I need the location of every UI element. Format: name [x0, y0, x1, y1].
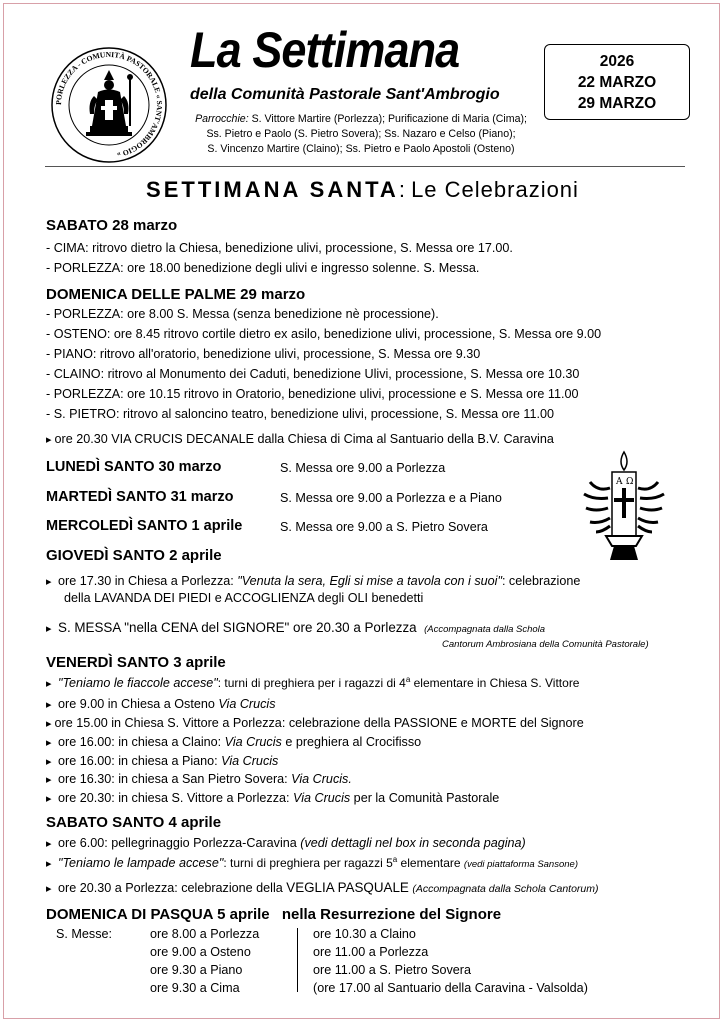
parishes-line-2: Ss. Pietro e Paolo (S. Pietro Sovera); Ss. Nazaro e Celso (Piano); [206, 128, 516, 140]
day-heading-sabato-date: 28 marzo [112, 217, 178, 234]
venerdi-line-1 [46, 675, 579, 690]
venerdi-line-7-c: per la Comunità Pastorale [350, 791, 500, 805]
paschal-candle-icon [578, 450, 670, 562]
pasqua-right-3: ore 11.00 a S. Pietro Sovera [313, 963, 471, 977]
weekday-lunedi: LUNEDÌ SANTO 30 marzo [46, 459, 222, 475]
giovedi-line-3-note-b: Cantorum Ambrosiana della Comunità Pastorale) [442, 639, 649, 650]
sabato-santo-line-2-note: (vedi piattaforma Sansone) [463, 859, 578, 871]
sabato-santo-line-2-rest: : turni di preghiera per ragazzi 5 [223, 856, 393, 871]
venerdi-line-6-a: ore 16.30: in chiesa a San Pietro Sovera: [58, 772, 292, 786]
issue-year: 2026 [599, 53, 635, 70]
svg-text:A: A [616, 477, 623, 487]
venerdi-line-2-a: ore 9.00 in Chiesa a Osteno [58, 697, 219, 711]
giovedi-line-1-b: : celebrazione [501, 574, 581, 588]
venerdi-line-4-c: e preghiera al Crocifisso [281, 735, 422, 749]
sabato-santo-line-1-b: (vedi dettagli nel box in seconda pagina) [300, 836, 526, 850]
day-heading-pasqua [46, 906, 501, 923]
day-heading-palme-title: DOMENICA DELLE PALME [46, 286, 236, 303]
pasqua-right-2: ore 11.00 a Porlezza [313, 945, 429, 959]
venerdi-line-7-a: ore 20.30: in chiesa S. Vittore a Porlezza: [58, 791, 294, 805]
palme-line-2: - OSTENO: ore 8.45 ritrovo cortile dietro ex asilo, benedizione ulivi, processione, S. Messa ore 9.00 [46, 327, 602, 341]
weekday-martedi: MARTEDÌ SANTO 31 marzo [46, 489, 234, 505]
sabato-santo-line-1 [46, 836, 526, 850]
sabato-santo-line-3-note: (Accompagnata dalla Schola Cantorum) [412, 883, 599, 895]
venerdi-line-1-rest: : turni di preghiera per i ragazzi di 4 [217, 676, 406, 691]
day-heading-giovedi: GIOVEDÌ SANTO 2 aprile [46, 547, 222, 564]
parishes-label: Parrocchie: [195, 113, 249, 125]
section-heading-rest: Le Celebrazioni [411, 177, 579, 202]
header-divider [45, 166, 685, 167]
venerdi-line-5-a: ore 16.00: in chiesa a Piano: [58, 754, 222, 768]
day-heading-palme-date: 29 marzo [240, 286, 306, 303]
day-heading-venerdi: VENERDÌ SANTO 3 aprile [46, 654, 226, 671]
venerdi-line-6-b: Via Crucis. [291, 772, 352, 786]
sabato-santo-line-1-a: ore 6.00: pellegrinaggio Porlezza-Caravina [58, 836, 301, 850]
issue-date-box [544, 44, 690, 120]
venerdi-line-2 [46, 697, 276, 711]
day-heading-pasqua-title: DOMENICA DI PASQUA 5 aprile [46, 906, 270, 923]
svg-text:Ω: Ω [626, 477, 634, 487]
giovedi-line-2: della LAVANDA DEI PIEDI e ACCOGLIENZA degli OLI benedetti [64, 591, 424, 605]
parishes-list [180, 112, 542, 157]
giovedi-line-3-note-a: (Accompagnata dalla Schola [424, 624, 546, 635]
day-heading-sabato [46, 217, 177, 234]
sabato-santo-line-3-b: VEGLIA PASQUALE [286, 880, 409, 895]
parish-seal-logo [50, 46, 168, 164]
giovedi-line-1-quote: "Venuta la sera, Egli si mise a tavola con i suoi" [237, 574, 502, 588]
day-heading-sabato-santo: SABATO SANTO 4 aprile [46, 814, 222, 831]
venerdi-line-6 [46, 772, 352, 786]
sabato-santo-line-3 [46, 880, 599, 895]
parishes-line-1: S. Vittore Martire (Porlezza); Purificazione di Maria (Cima); [251, 113, 527, 125]
weekday-lunedi-text: S. Messa ore 9.00 a Porlezza [280, 461, 446, 475]
sabato-santo-line-2-quote: "Teniamo le lampade accese" [58, 856, 224, 871]
venerdi-line-7 [46, 791, 499, 805]
sabato-line-2: - PORLEZZA: ore 18.00 benedizione degli ulivi e ingresso solenne. S. Messa. [46, 261, 480, 275]
venerdi-line-4 [46, 735, 421, 749]
venerdi-line-7-b: Via Crucis [293, 791, 351, 805]
section-heading [0, 177, 725, 203]
pasqua-right-1: ore 10.30 a Claino [313, 927, 416, 941]
venerdi-line-5 [46, 754, 278, 768]
newsletter-title: La Settimana [190, 22, 460, 78]
sabato-santo-line-2-sup: a [392, 855, 398, 864]
newsletter-subtitle: della Comunità Pastorale Sant'Ambrogio [190, 86, 500, 103]
pasqua-left-1: ore 8.00 a Porlezza [150, 927, 260, 941]
venerdi-line-1-sup: a [405, 675, 411, 684]
parishes-line-3: S. Vincenzo Martire (Claino); Ss. Pietro e Paolo Apostoli (Osteno) [207, 143, 515, 155]
venerdi-line-1-end: elementare in Chiesa S. Vittore [410, 676, 580, 691]
sabato-santo-line-2 [46, 855, 578, 870]
giovedi-line-1-a: ore 17.30 in Chiesa a Porlezza: [58, 574, 238, 588]
giovedi-line-3-text: S. MESSA "nella CENA del SIGNORE" ore 20.30 a Porlezza [58, 620, 417, 635]
day-heading-pasqua-subtitle: nella Resurrezione del Signore [281, 906, 502, 923]
section-heading-colon: : [398, 177, 405, 202]
palme-line-5: - PORLEZZA: ore 10.15 ritrovo in Oratorio, benedizione ulivi, processione e S. Messa ore 11.00 [46, 387, 579, 401]
pasqua-left-3: ore 9.30 a Piano [150, 963, 243, 977]
weekday-martedi-text: S. Messa ore 9.00 a Porlezza e a Piano [280, 491, 502, 505]
palme-line-3: - PIANO: ritrovo all'oratorio, benedizione ulivi, processione, S. Messa ore 9.30 [46, 347, 481, 361]
venerdi-line-1-quote: "Teniamo le fiaccole accese" [58, 676, 218, 691]
palme-line-1: - PORLEZZA: ore 8.00 S. Messa (senza benedizione nè processione). [46, 307, 439, 321]
weekday-mercoledi-text: S. Messa ore 9.00 a S. Pietro Sovera [280, 520, 488, 534]
seal-text: PORLEZZA - COMUNITÀ PASTORALE « SANT'AMBROGIO » [53, 49, 165, 160]
section-heading-bold: SETTIMANA SANTA [146, 177, 399, 202]
palme-line-6: - S. PIETRO: ritrovo al saloncino teatro, benedizione ulivi, processione, S. Messa ore 11.00 [46, 407, 554, 421]
pasqua-column-divider [297, 928, 298, 992]
issue-date-to: 29 MARZO [577, 95, 657, 112]
pasqua-right-4: (ore 17.00 al Santuario della Caravina - Valsolda) [313, 981, 588, 995]
weekday-mercoledi: MERCOLEDÌ SANTO 1 aprile [46, 518, 243, 534]
venerdi-line-3: ▸ ore 15.00 in Chiesa S. Vittore a Porlezza: celebrazione della PASSIONE e MORTE del Signore [46, 716, 584, 730]
day-heading-palme [46, 286, 305, 303]
sabato-santo-line-3-a: ore 20.30 a Porlezza: celebrazione della [58, 881, 287, 895]
giovedi-line-1 [46, 574, 580, 588]
giovedi-line-3 [46, 620, 545, 635]
venerdi-line-5-b: Via Crucis [221, 754, 279, 768]
pasqua-left-4: ore 9.30 a Cima [150, 981, 240, 995]
sabato-line-1: - CIMA: ritrovo dietro la Chiesa, benedizione ulivi, processione, S. Messa ore 17.00. [46, 241, 513, 255]
issue-date-from: 22 MARZO [577, 74, 657, 91]
palme-line-4: - CLAINO: ritrovo al Monumento dei Caduti, benedizione Ulivi, processione, S. Messa ore 10.30 [46, 367, 580, 381]
venerdi-line-4-b: Via Crucis [224, 735, 282, 749]
day-heading-sabato-title: SABATO [46, 217, 108, 234]
venerdi-line-2-b: Via Crucis [218, 697, 276, 711]
sabato-santo-line-2-end: elementare [397, 856, 464, 871]
pasqua-label: S. Messe: [56, 927, 112, 941]
palme-via-crucis: ▸ ore 20.30 VIA CRUCIS DECANALE dalla Chiesa di Cima al Santuario della B.V. Caravina [46, 432, 554, 446]
pasqua-left-2: ore 9.00 a Osteno [150, 945, 251, 959]
venerdi-line-4-a: ore 16.00: in chiesa a Claino: [58, 735, 225, 749]
